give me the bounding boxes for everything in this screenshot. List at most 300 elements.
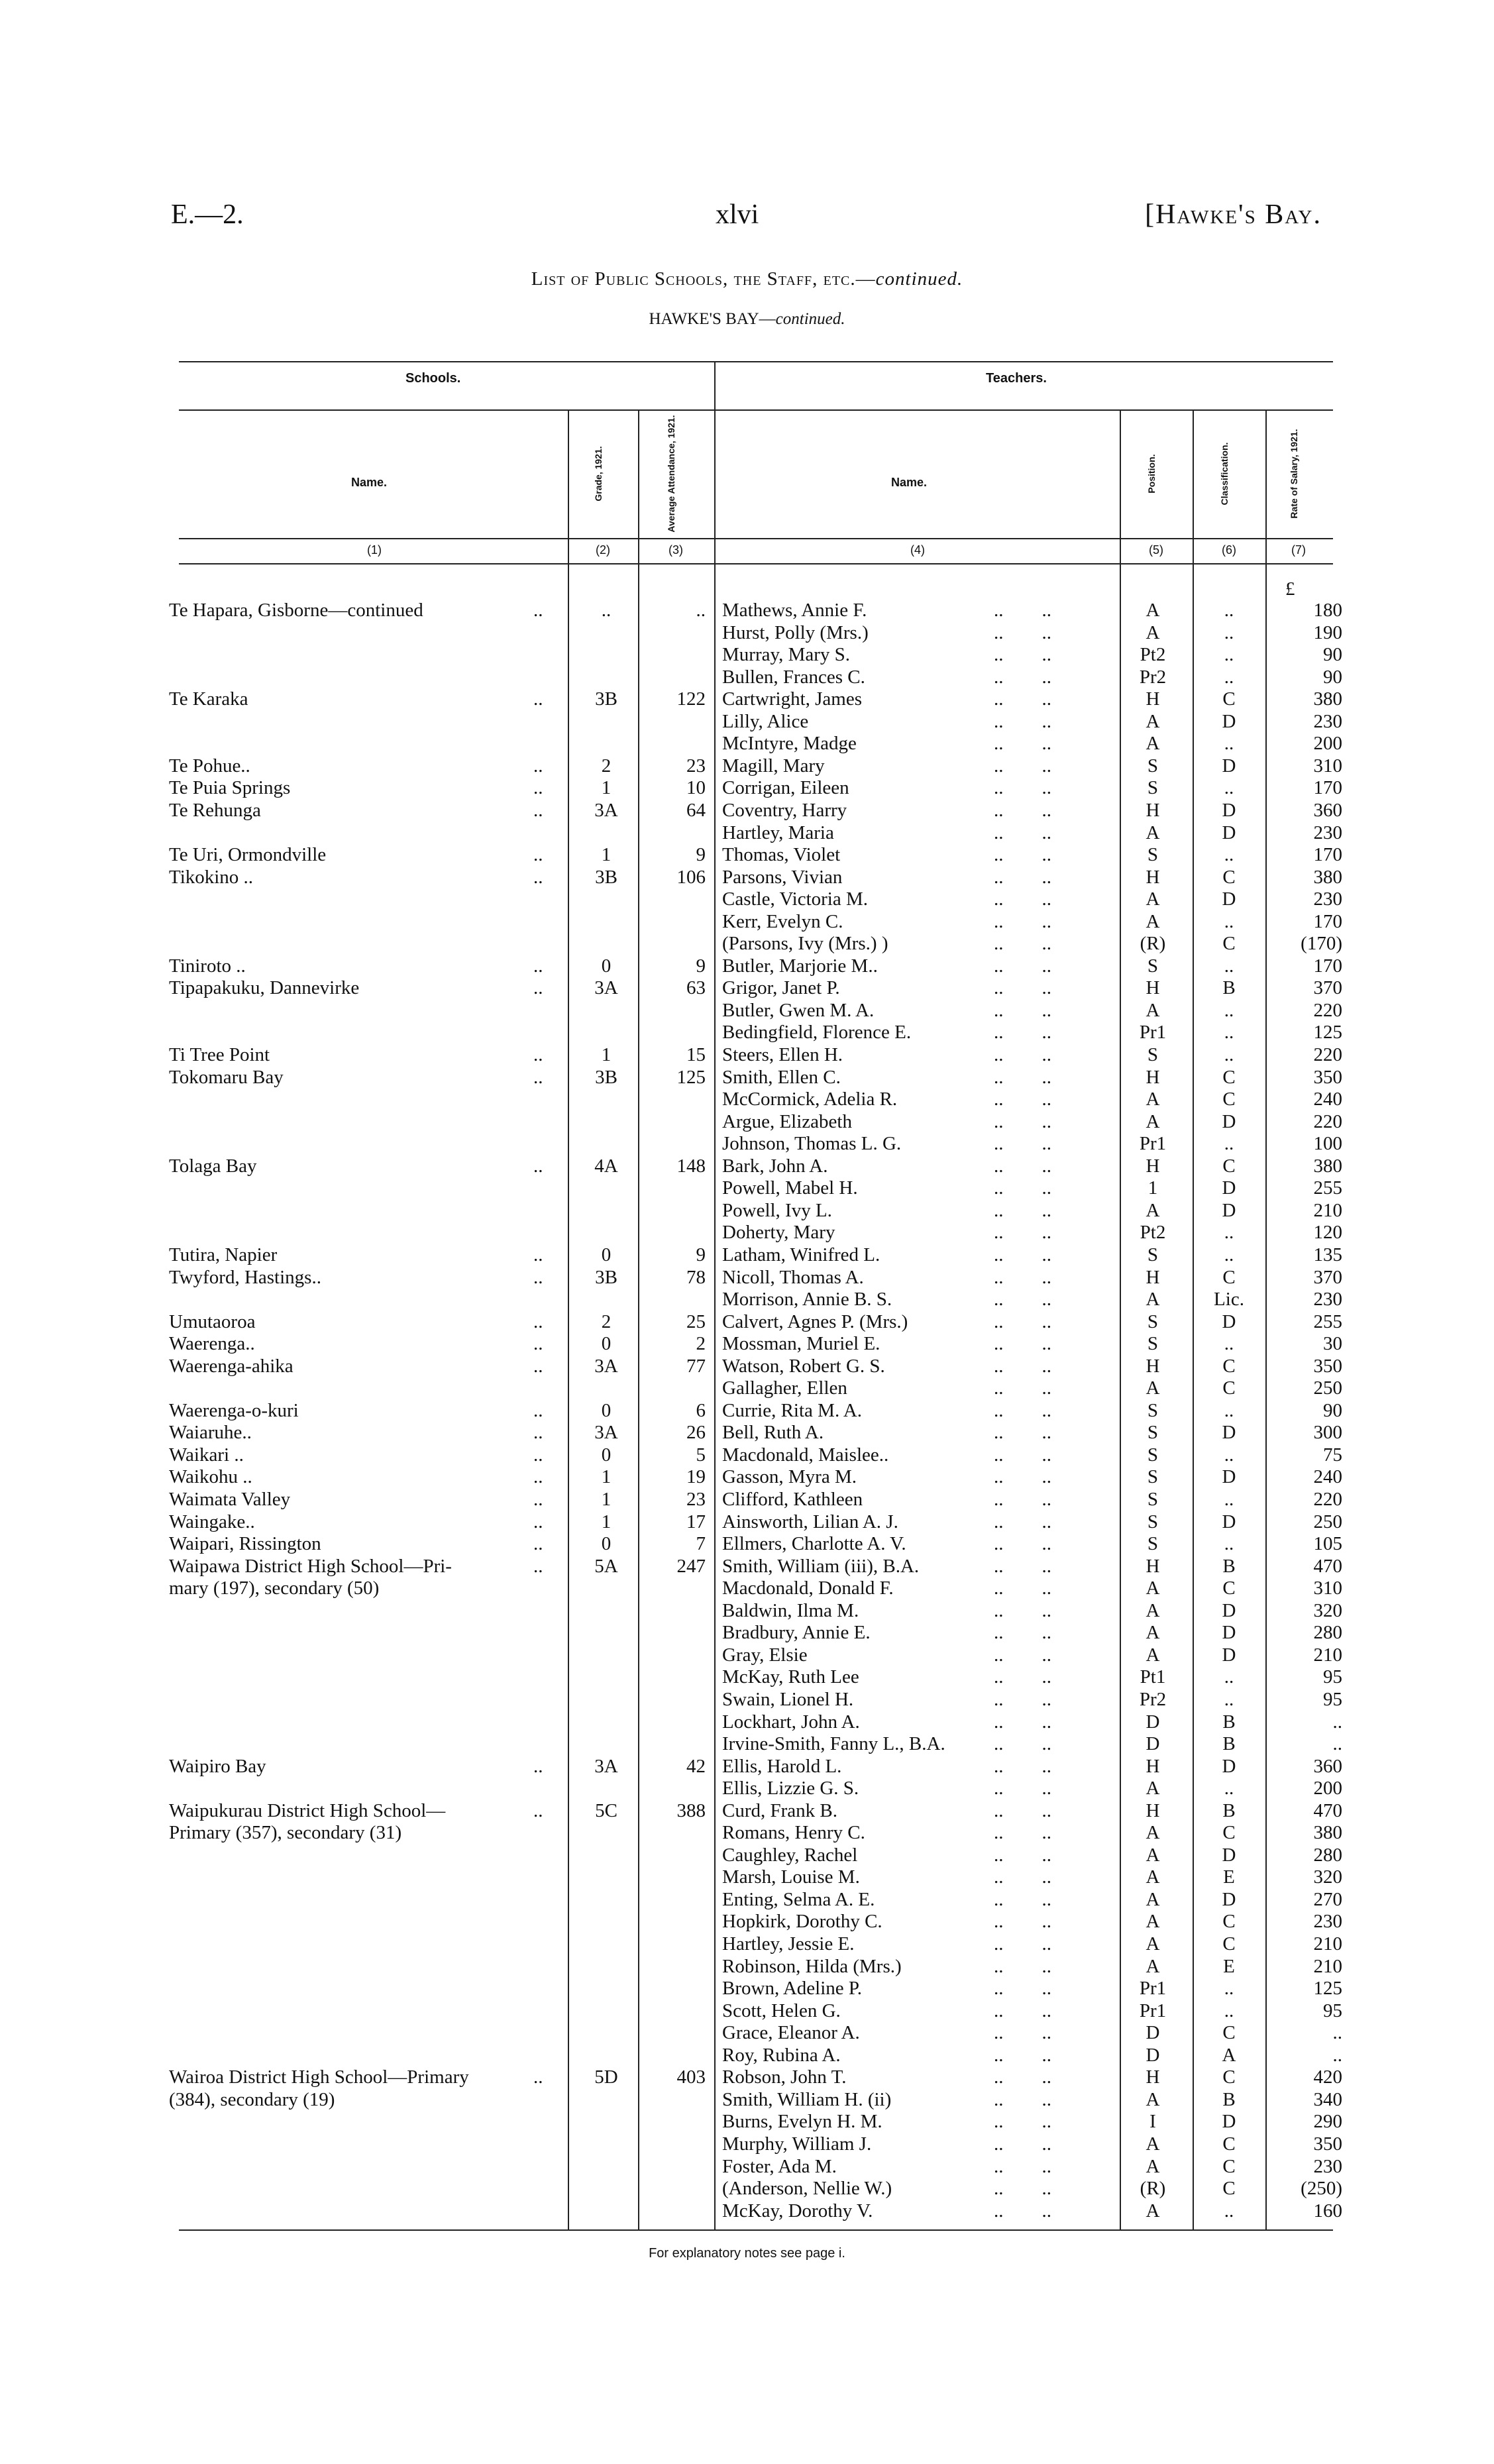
column-number-5: (5): [1149, 543, 1163, 557]
teacher-name: Lockhart, John A.: [722, 1711, 860, 1733]
column-number-7: (7): [1291, 543, 1306, 557]
average-attendance: 122: [676, 688, 706, 710]
teacher-classification: ..: [1224, 2000, 1234, 2021]
school-name: Te Puia Springs: [169, 777, 291, 799]
teacher-classification: D: [1222, 1177, 1236, 1199]
teacher-classification: C: [1222, 866, 1236, 888]
leader-dots: ..: [533, 1444, 543, 1466]
table-row: [0, 1377, 1494, 1399]
salary-rate: 210: [1313, 1933, 1342, 1955]
column-number-6: (6): [1222, 543, 1236, 557]
teacher-name: Robson, John T.: [722, 2066, 847, 2088]
teacher-classification: B: [1222, 1555, 1236, 1577]
leader-dots: ..: [533, 1066, 543, 1088]
salary-rate: 420: [1313, 2066, 1342, 2088]
leader-dots: ..: [533, 1511, 543, 1532]
salary-rate: 280: [1313, 1622, 1342, 1644]
table-row: [0, 1644, 1494, 1666]
column-number-4: (4): [910, 543, 925, 557]
teacher-position: H: [1146, 2066, 1160, 2088]
school-name: Tokomaru Bay: [169, 1066, 284, 1088]
teacher-position: A: [1146, 1599, 1160, 1621]
table-row: [0, 867, 1494, 888]
footnote: For explanatory notes see page i.: [649, 2246, 845, 2261]
leader-dots: ..: [533, 844, 543, 866]
salary-rate: 95: [1323, 1666, 1342, 1688]
table-row: [0, 1978, 1494, 2000]
teacher-name: Brown, Adeline P.: [722, 1978, 863, 2000]
school-grade: ..: [601, 600, 612, 621]
leader-dots: .. ..: [994, 1978, 1051, 2000]
leader-dots: .. ..: [994, 2178, 1051, 2200]
leader-dots: .. ..: [994, 1599, 1051, 1621]
teacher-name: Caughley, Rachel: [722, 1844, 858, 1866]
teacher-classification: ..: [1224, 1978, 1234, 2000]
leader-dots: .. ..: [994, 644, 1051, 666]
table-row: [0, 1133, 1494, 1155]
teacher-position: A: [1146, 621, 1160, 643]
school-grade: 2: [601, 1311, 612, 1332]
average-attendance: 10: [686, 777, 706, 799]
teacher-classification: C: [1222, 1933, 1236, 1955]
leader-dots: .. ..: [994, 1778, 1051, 1799]
teacher-position: H: [1146, 1155, 1160, 1177]
school-name: mary (197), secondary (50): [169, 1578, 380, 1599]
teacher-name: Powell, Mabel H.: [722, 1177, 858, 1199]
teacher-classification: A: [1222, 2044, 1236, 2066]
teacher-name: Doherty, Mary: [722, 1222, 835, 1244]
table-row: [0, 2000, 1494, 2022]
teacher-position: A: [1146, 733, 1160, 755]
teacher-position: H: [1146, 688, 1160, 710]
table-row: [0, 911, 1494, 933]
teacher-classification: B: [1222, 1799, 1236, 1821]
teacher-classification: ..: [1224, 644, 1234, 666]
table-row: [0, 1177, 1494, 1199]
teacher-classification: D: [1222, 1599, 1236, 1621]
teacher-name: Corrigan, Eileen: [722, 777, 849, 799]
teacher-classification: C: [1222, 2178, 1236, 2200]
teacher-name: Bedingfield, Florence E.: [722, 1022, 912, 1044]
page-subtitle-italic: continued.: [775, 310, 845, 328]
leader-dots: .. ..: [994, 1911, 1051, 1933]
teacher-name: Baldwin, Ilma M.: [722, 1599, 859, 1621]
average-attendance: 63: [686, 977, 706, 999]
leader-dots: ..: [533, 755, 543, 777]
column-number-1: (1): [367, 543, 382, 557]
teacher-position: (R): [1140, 2178, 1166, 2200]
salary-rate: 210: [1313, 1644, 1342, 1666]
table-row: [0, 1800, 1494, 1822]
salary-rate: 380: [1313, 1822, 1342, 1844]
teacher-position: Pr1: [1139, 1022, 1167, 1044]
table-row: [0, 844, 1494, 866]
school-name: Waerenga..: [169, 1333, 255, 1355]
leader-dots: .. ..: [994, 2111, 1051, 2133]
teacher-name: McKay, Dorothy V.: [722, 2200, 873, 2222]
teacher-name: Mathews, Annie F.: [722, 600, 867, 621]
leader-dots: .. ..: [994, 2022, 1051, 2044]
school-grade: 3B: [595, 1066, 617, 1088]
teacher-position: A: [1146, 822, 1160, 843]
leader-dots: .. ..: [994, 1244, 1051, 1265]
teacher-classification: ..: [1224, 1333, 1234, 1355]
leader-dots: .. ..: [994, 1688, 1051, 1710]
table-row: [0, 1600, 1494, 1622]
teacher-classification: ..: [1224, 910, 1234, 932]
teacher-position: S: [1147, 1311, 1159, 1332]
teacher-position: H: [1146, 977, 1160, 999]
table-row: [0, 1845, 1494, 1866]
salary-rate: 470: [1313, 1555, 1342, 1577]
salary-rate: 95: [1323, 1688, 1342, 1710]
salary-rate: ..: [1332, 1711, 1342, 1733]
teacher-position: A: [1146, 1911, 1160, 1933]
table-row: [0, 2066, 1494, 2088]
grade-heading: Grade, 1921.: [593, 446, 604, 502]
school-grade: 3A: [594, 1422, 618, 1444]
school-name-heading: Name.: [351, 476, 388, 489]
schools-group-heading: Schools.: [405, 371, 461, 386]
leader-dots: .. ..: [994, 799, 1051, 821]
leader-dots: .. ..: [994, 2066, 1051, 2088]
salary-rate: 170: [1313, 955, 1342, 977]
teacher-classification: B: [1222, 1711, 1236, 1733]
leader-dots: .. ..: [994, 1155, 1051, 1177]
leader-dots: .. ..: [994, 1333, 1051, 1355]
salary-rate: 90: [1323, 666, 1342, 688]
average-attendance: 5: [696, 1444, 706, 1466]
teacher-name: Murray, Mary S.: [722, 644, 851, 666]
teacher-position: H: [1146, 1266, 1160, 1288]
table-row: [0, 711, 1494, 733]
teacher-position: A: [1146, 999, 1160, 1021]
school-grade: 0: [601, 1244, 612, 1265]
school-grade: 0: [601, 1444, 612, 1466]
leader-dots: .. ..: [994, 1799, 1051, 1821]
leader-dots: ..: [533, 1533, 543, 1555]
teacher-position: S: [1147, 955, 1159, 977]
currency-symbol: £: [1285, 578, 1295, 600]
teacher-classification: ..: [1224, 844, 1234, 866]
teacher-position: Pt2: [1140, 644, 1166, 666]
table-row: [0, 2111, 1494, 2133]
school-name: (384), secondary (19): [169, 2088, 335, 2110]
teacher-position: A: [1146, 2155, 1160, 2177]
school-grade: 3A: [594, 1355, 618, 1377]
teacher-name: Gray, Elsie: [722, 1644, 808, 1666]
table-row: [0, 2022, 1494, 2044]
salary-rate: 310: [1313, 755, 1342, 777]
leader-dots: .. ..: [994, 2000, 1051, 2021]
teacher-position: Pt2: [1140, 1222, 1166, 1244]
teacher-position: A: [1146, 1866, 1160, 1888]
school-name: Waikohu ..: [169, 1466, 252, 1488]
school-grade: 1: [601, 1489, 612, 1510]
school-name: Tipapakuku, Dannevirke: [169, 977, 360, 999]
teacher-name: Ainsworth, Lilian A. J.: [722, 1511, 898, 1532]
salary-rate: 380: [1313, 688, 1342, 710]
teacher-position: A: [1146, 600, 1160, 621]
average-attendance: 125: [676, 1066, 706, 1088]
table-row: [0, 1956, 1494, 1978]
leader-dots: .. ..: [994, 2133, 1051, 2155]
teacher-position: S: [1147, 1044, 1159, 1065]
teacher-name: Macdonald, Donald F.: [722, 1578, 894, 1599]
average-attendance: 26: [686, 1422, 706, 1444]
school-name: Waipukurau District High School—: [169, 1799, 446, 1821]
teacher-classification: D: [1222, 1466, 1236, 1488]
teacher-classification: D: [1222, 888, 1236, 910]
teacher-classification: ..: [1224, 1222, 1234, 1244]
teacher-position: S: [1147, 1444, 1159, 1466]
salary-rate: 120: [1313, 1222, 1342, 1244]
school-name: Primary (357), secondary (31): [169, 1822, 402, 1844]
salary-rate: 310: [1313, 1578, 1342, 1599]
teacher-classification: ..: [1224, 600, 1234, 621]
table-row: [0, 777, 1494, 799]
school-name: Wairoa District High School—Primary: [169, 2066, 469, 2088]
teachers-group-heading: Teachers.: [986, 371, 1047, 386]
teacher-classification: C: [1222, 933, 1236, 955]
teacher-position: A: [1146, 1377, 1160, 1399]
teacher-position: D: [1146, 2022, 1160, 2044]
leader-dots: .. ..: [994, 1955, 1051, 1977]
salary-rate: ..: [1332, 1733, 1342, 1755]
teacher-name: Irvine-Smith, Fanny L., B.A.: [722, 1733, 945, 1755]
leader-dots: .. ..: [994, 1444, 1051, 1466]
leader-dots: .. ..: [994, 666, 1051, 688]
salary-rate: 240: [1313, 1089, 1342, 1110]
teacher-position: Pt1: [1140, 1666, 1166, 1688]
teacher-name: Bradbury, Annie E.: [722, 1622, 871, 1644]
teacher-position: D: [1146, 1733, 1160, 1755]
table-row: [0, 1711, 1494, 1733]
school-name: Waipawa District High School—Pri-: [169, 1555, 452, 1577]
teacher-name: Swain, Lionel H.: [722, 1688, 854, 1710]
table-row: [0, 822, 1494, 844]
table-row: [0, 1044, 1494, 1066]
leader-dots: ..: [533, 777, 543, 799]
salary-rate: 105: [1313, 1533, 1342, 1555]
salary-rate: 220: [1313, 1044, 1342, 1065]
leader-dots: .. ..: [994, 910, 1051, 932]
column-number-2: (2): [596, 543, 610, 557]
teacher-position: A: [1146, 1844, 1160, 1866]
leader-dots: ..: [533, 1155, 543, 1177]
teacher-classification: E: [1223, 1955, 1235, 1977]
teacher-position: A: [1146, 910, 1160, 932]
table-row: [0, 955, 1494, 977]
school-name: Tikokino ..: [169, 866, 254, 888]
teacher-name: Bell, Ruth A.: [722, 1422, 824, 1444]
school-name: Tolaga Bay: [169, 1155, 257, 1177]
school-name: Waipari, Rissington: [169, 1533, 321, 1555]
average-attendance: 64: [686, 799, 706, 821]
teacher-name: Ellis, Lizzie G. S.: [722, 1778, 859, 1799]
salary-rate: ..: [1332, 2044, 1342, 2066]
table-row: [0, 600, 1494, 621]
teacher-name: Smith, William (iii), B.A.: [722, 1555, 920, 1577]
salary-rate: 220: [1313, 999, 1342, 1021]
average-attendance: 7: [696, 1533, 706, 1555]
salary-rate: 230: [1313, 1911, 1342, 1933]
teacher-name: Argue, Elizabeth: [722, 1110, 852, 1132]
teacher-name: Mossman, Muriel E.: [722, 1333, 880, 1355]
teacher-classification: D: [1222, 822, 1236, 843]
average-attendance: 388: [676, 1799, 706, 1821]
teacher-position: H: [1146, 799, 1160, 821]
leader-dots: ..: [533, 1333, 543, 1355]
teacher-classification: ..: [1224, 2200, 1234, 2222]
teacher-name: Lilly, Alice: [722, 710, 809, 732]
leader-dots: .. ..: [994, 1533, 1051, 1555]
table-row: [0, 1733, 1494, 1755]
teacher-name: Johnson, Thomas L. G.: [722, 1133, 902, 1155]
leader-dots: .. ..: [994, 933, 1051, 955]
average-attendance: 247: [676, 1555, 706, 1577]
leader-dots: ..: [533, 1244, 543, 1265]
teacher-classification: C: [1222, 2155, 1236, 2177]
table-row: [0, 1489, 1494, 1511]
teacher-classification: C: [1222, 1822, 1236, 1844]
teacher-position: A: [1146, 1888, 1160, 1910]
average-attendance: 78: [686, 1266, 706, 1288]
leader-dots: .. ..: [994, 777, 1051, 799]
table-row: [0, 1822, 1494, 1844]
average-attendance: 23: [686, 1489, 706, 1510]
salary-rate: 95: [1323, 2000, 1342, 2021]
teacher-classification: E: [1223, 1866, 1235, 1888]
teacher-position: A: [1146, 2133, 1160, 2155]
teacher-classification: B: [1222, 977, 1236, 999]
salary-rate: 210: [1313, 1955, 1342, 1977]
teacher-position: 1: [1147, 1177, 1158, 1199]
teacher-name: Marsh, Louise M.: [722, 1866, 860, 1888]
teacher-position: S: [1147, 1333, 1159, 1355]
teacher-classification: ..: [1224, 733, 1234, 755]
teacher-name: McIntyre, Madge: [722, 733, 857, 755]
salary-rate: 240: [1313, 1466, 1342, 1488]
leader-dots: .. ..: [994, 710, 1051, 732]
salary-rate: 350: [1313, 2133, 1342, 2155]
teacher-name: Romans, Henry C.: [722, 1822, 865, 1844]
teacher-classification: D: [1222, 1110, 1236, 1132]
salary-rate: 230: [1313, 710, 1342, 732]
leader-dots: .. ..: [994, 1822, 1051, 1844]
leader-dots: .. ..: [994, 2044, 1051, 2066]
teacher-name: Hartley, Maria: [722, 822, 834, 843]
teacher-position: A: [1146, 2088, 1160, 2110]
salary-rate: 230: [1313, 1289, 1342, 1311]
table-row: [0, 644, 1494, 666]
teacher-classification: ..: [1224, 1489, 1234, 1510]
average-attendance: ..: [696, 600, 706, 621]
teacher-classification: ..: [1224, 1022, 1234, 1044]
teacher-name: McKay, Ruth Lee: [722, 1666, 859, 1688]
salary-rate: 220: [1313, 1489, 1342, 1510]
table-row: [0, 2089, 1494, 2111]
school-grade: 1: [601, 1466, 612, 1488]
teacher-classification: ..: [1224, 999, 1234, 1021]
leader-dots: ..: [533, 1466, 543, 1488]
table-row: [0, 1089, 1494, 1110]
salary-rate: 220: [1313, 1110, 1342, 1132]
table-row: [0, 1311, 1494, 1333]
teacher-position: Pr2: [1139, 1688, 1167, 1710]
school-grade: 1: [601, 844, 612, 866]
leader-dots: .. ..: [994, 999, 1051, 1021]
leader-dots: .. ..: [994, 1888, 1051, 1910]
page-subtitle-main: HAWKE'S BAY—: [649, 310, 776, 328]
salary-rate: 190: [1313, 621, 1342, 643]
leader-dots: .. ..: [994, 1755, 1051, 1777]
teacher-classification: ..: [1224, 955, 1234, 977]
teacher-name: McCormick, Adelia R.: [722, 1089, 898, 1110]
salary-rate: 30: [1323, 1333, 1342, 1355]
average-attendance: 17: [686, 1511, 706, 1532]
teacher-classification: ..: [1224, 666, 1234, 688]
teacher-name: Butler, Gwen M. A.: [722, 999, 875, 1021]
teacher-name: Bullen, Frances C.: [722, 666, 865, 688]
teacher-name: Enting, Selma A. E.: [722, 1888, 875, 1910]
teacher-name: Morrison, Annie B. S.: [722, 1289, 892, 1311]
school-grade: 3B: [595, 1266, 617, 1288]
school-name: Te Uri, Ormondville: [169, 844, 327, 866]
teacher-classification: D: [1222, 1622, 1236, 1644]
teacher-position: H: [1146, 1355, 1160, 1377]
teacher-position: S: [1147, 777, 1159, 799]
teacher-classification: C: [1222, 1089, 1236, 1110]
average-attendance: 25: [686, 1311, 706, 1332]
average-attendance: 77: [686, 1355, 706, 1377]
teacher-position: H: [1146, 1799, 1160, 1821]
salary-rate: 230: [1313, 888, 1342, 910]
teacher-classification: D: [1222, 1511, 1236, 1532]
school-grade: 3A: [594, 977, 618, 999]
teacher-classification: ..: [1224, 1244, 1234, 1265]
teacher-name: Latham, Winifred L.: [722, 1244, 880, 1265]
school-grade: 0: [601, 955, 612, 977]
teacher-name: Smith, William H. (ii): [722, 2088, 892, 2110]
teacher-classification: D: [1222, 1888, 1236, 1910]
table-row: [0, 933, 1494, 955]
salary-rate: 230: [1313, 822, 1342, 843]
school-name: Twyford, Hastings..: [169, 1266, 321, 1288]
salary-rate: 160: [1313, 2200, 1342, 2222]
salary-rate: 270: [1313, 1888, 1342, 1910]
table-row: [0, 1444, 1494, 1466]
table-row: [0, 800, 1494, 822]
table-row: [0, 1289, 1494, 1311]
leader-dots: ..: [533, 977, 543, 999]
teacher-name: (Anderson, Nellie W.): [722, 2178, 892, 2200]
teacher-position: S: [1147, 755, 1159, 777]
leader-dots: ..: [533, 688, 543, 710]
leader-dots: .. ..: [994, 1711, 1051, 1733]
salary-rate: 350: [1313, 1355, 1342, 1377]
leader-dots: .. ..: [994, 1044, 1051, 1065]
teacher-name: Hurst, Polly (Mrs.): [722, 621, 869, 643]
leader-dots: ..: [533, 1489, 543, 1510]
school-name: Waerenga-ahika: [169, 1355, 293, 1377]
teacher-name: Hartley, Jessie E.: [722, 1933, 855, 1955]
teacher-name: Gasson, Myra M.: [722, 1466, 857, 1488]
table-row: [0, 1200, 1494, 1222]
average-attendance: 9: [696, 955, 706, 977]
average-attendance: 403: [676, 2066, 706, 2088]
table-row: [0, 1666, 1494, 1688]
